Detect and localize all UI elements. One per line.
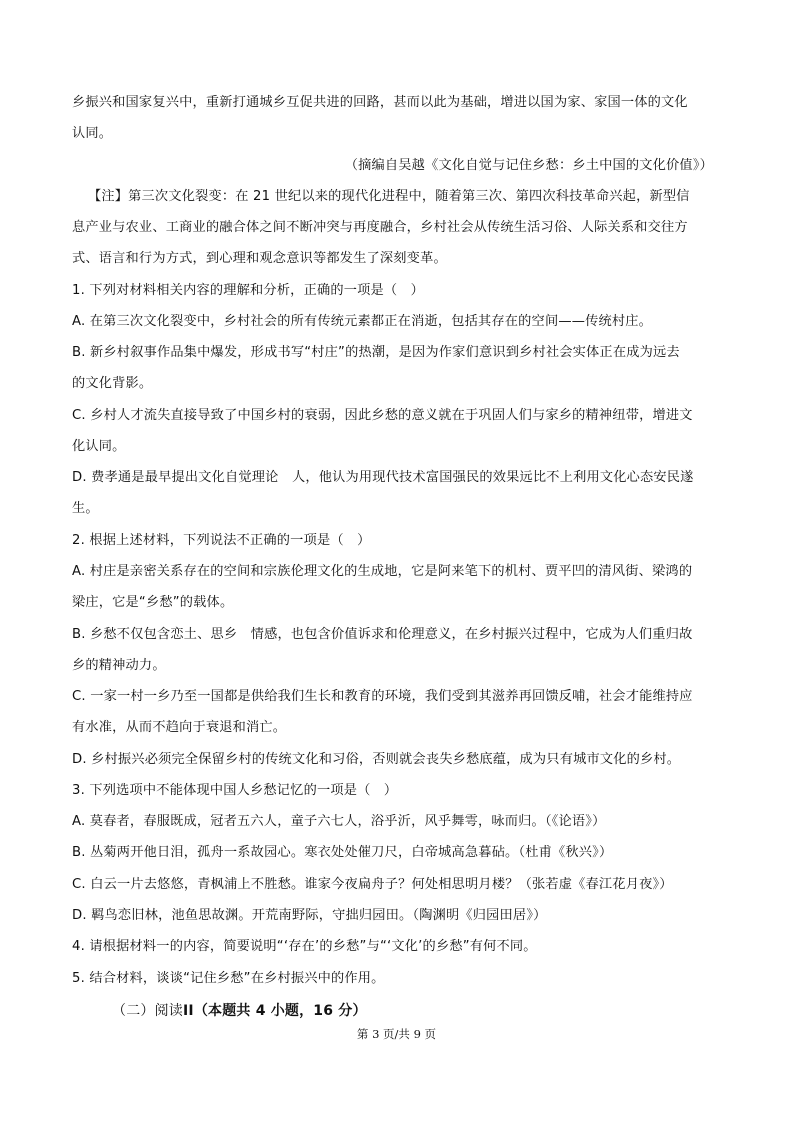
page-number: 第 3 页/共 9 页 xyxy=(356,1027,437,1041)
question-1-option-d: D. 费孝通是最早提出文化自觉理论 人，他认为用现代技术富国强民的效果远比不上利用文化心态安民遂 xyxy=(72,470,694,485)
question-4: 4. 请根据材料一的内容，简要说明“‘存在’的乡愁”与“‘文化’的乡愁”有何不同。 xyxy=(72,939,537,954)
passage-citation: （摘编自吴越《文化自觉与记住乡愁：乡土中国的文化价值》） xyxy=(344,158,713,173)
question-1-stem: 1. 下列对材料相关内容的理解和分析，正确的一项是（ ） xyxy=(72,283,425,298)
question-1-option-a: A. 在第三次文化裂变中，乡村社会的所有传统元素都正在消逝，包括其存在的空间——传统村庄。 xyxy=(72,314,653,329)
section-heading-title: II（本题共 4 小题，16 分） xyxy=(183,1003,367,1019)
question-2-option-c-cont: 有水准，从而不趋向于衰退和消亡。 xyxy=(72,720,287,735)
question-1-option-b-cont: 的文化背影。 xyxy=(72,376,153,391)
question-5: 5. 结合材料，谈谈“记住乡愁”在乡村振兴中的作用。 xyxy=(72,971,385,986)
question-2-option-c: C. 一家一村一乡乃至一国都是供给我们生长和教育的环境，我们受到其滋养再回馈反哺，社会才能维持应 xyxy=(72,689,693,704)
question-2-option-a: A. 村庄是亲密关系存在的空间和宗族伦理文化的生成地，它是阿来笔下的机村、贾平凹的清风街、梁鸿的 xyxy=(72,564,693,579)
question-2-option-b-cont: 乡的精神动力。 xyxy=(72,658,166,673)
question-2-option-b: B. 乡愁不仅包含恋土、思乡 情感，也包含价值诉求和伦理意义，在乡村振兴过程中，它成为人们重归故 xyxy=(72,627,693,642)
question-3-option-d: D. 羁鸟恋旧林，池鱼思故渊。开荒南野际，守拙归园田。（陶渊明《归园田居》） xyxy=(72,908,547,923)
question-3-stem: 3. 下列选项中不能体现中国人乡愁记忆的一项是（ ） xyxy=(72,783,398,798)
section-heading xyxy=(112,1002,367,1020)
question-3-option-b: B. 丛菊两开他日泪，孤舟一系故园心。寒衣处处催刀尺，白帝城高急暮砧。（杜甫《秋兴》） xyxy=(72,845,613,860)
passage-line: 乡振兴和国家复兴中，重新打通城乡互促共进的回路，甚而以此为基础，增进以国为家、家国一体的文化 xyxy=(72,95,688,110)
question-1-option-b: B. 新乡村叙事作品集中爆发，形成书写“村庄”的热潮，是因为作家们意识到乡村社会实体正在成为远去 xyxy=(72,345,680,360)
question-2-option-a-cont: 梁庄，它是“乡愁”的载体。 xyxy=(72,595,234,610)
question-1-option-d-cont: 生。 xyxy=(72,501,99,516)
note-line: 息产业与农业、工商业的融合体之间不断冲突与再度融合，乡村社会从传统生活习俗、人际关系和交往方 xyxy=(72,220,688,235)
passage-line: 认同。 xyxy=(72,126,113,141)
question-2-option-d: D. 乡村振兴必须完全保留乡村的传统文化和习俗，否则就会丧失乡愁底蕴，成为只有城市文化的乡村。 xyxy=(72,752,681,767)
question-1-option-c: C. 乡村人才流失直接导致了中国乡村的衰弱，因此乡愁的意义就在于巩固人们与家乡的精神纽带，增进文 xyxy=(72,408,693,423)
question-3-option-a: A. 莫春者，春服既成，冠者五六人，童子六七人，浴乎沂，风乎舞雩，咏而归。（《论语》） xyxy=(72,814,606,829)
question-3-option-c: C. 白云一片去悠悠，青枫浦上不胜愁。谁家今夜扁舟子？何处相思明月楼？（张若虚《春江花月夜》） xyxy=(72,877,673,892)
section-heading-prefix: （二）阅读 xyxy=(112,1003,183,1019)
note-line: 式、语言和行为方式，到心理和观念意识等都发生了深刻变革。 xyxy=(72,251,447,266)
question-2-stem: 2. 根据上述材料，下列说法不正确的一项是（ ） xyxy=(72,533,371,548)
note-line: 【注】第三次文化裂变：在 21 世纪以来的现代化进程中，随着第三次、第四次科技革命兴起，新型信 xyxy=(88,189,690,204)
question-1-option-c-cont: 化认同。 xyxy=(72,439,126,454)
